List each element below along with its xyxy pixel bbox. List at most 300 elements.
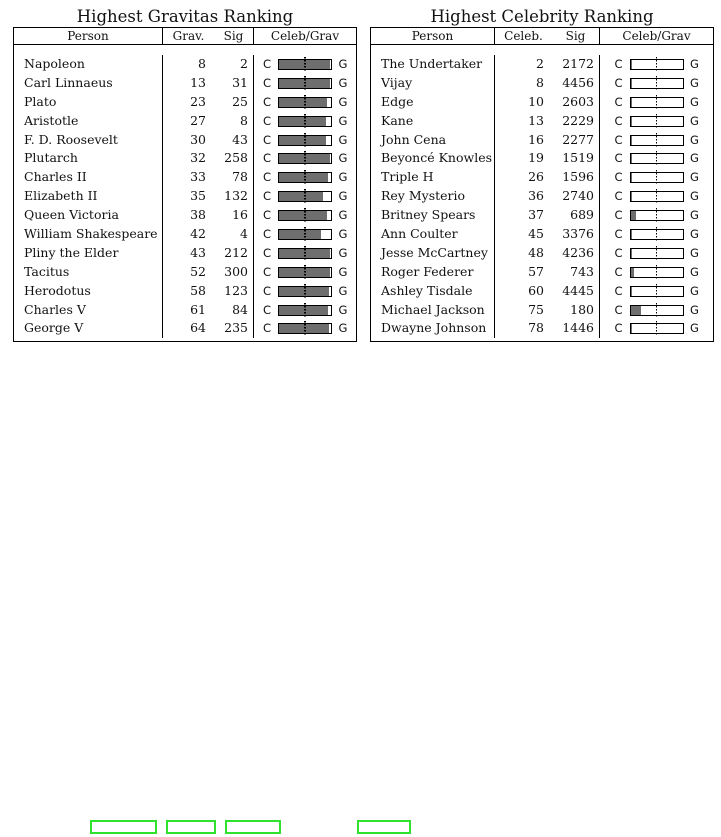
- grav-label: G: [338, 132, 348, 147]
- ratio-bar: [630, 229, 684, 240]
- ratio-bar: [278, 59, 332, 70]
- person-name: Charles II: [14, 168, 163, 187]
- midpoint-marker: [656, 303, 658, 318]
- person-name: Pliny the Elder: [14, 244, 163, 263]
- celeb-label: C: [262, 264, 272, 279]
- midpoint-marker: [304, 133, 306, 148]
- person-name: Michael Jackson: [371, 301, 495, 320]
- person-name: Herodotus: [14, 282, 163, 301]
- ratio-fill: [279, 230, 321, 239]
- ratio-cell: [600, 244, 713, 263]
- celeb-label: C: [614, 113, 623, 128]
- header-rank: Grav.: [172, 29, 205, 43]
- ratio-fill: [279, 117, 326, 126]
- ratio-cell: [600, 206, 713, 225]
- midpoint-marker: [304, 95, 306, 110]
- ratio-bar: [278, 229, 332, 240]
- table-row: [371, 319, 713, 338]
- midpoint-marker: [656, 95, 658, 110]
- header-sig: Sig: [552, 28, 600, 44]
- person-name: John Cena: [371, 131, 495, 150]
- ratio-cell: [254, 112, 356, 131]
- header-sig: Sig: [214, 28, 254, 44]
- grav-label: G: [338, 75, 348, 90]
- rank-value: 42: [190, 226, 206, 242]
- sig-value: 2229: [552, 112, 600, 131]
- midpoint-marker: [656, 114, 658, 129]
- midpoint-marker: [656, 321, 658, 336]
- midpoint-marker: [304, 57, 306, 72]
- table-row: [371, 282, 713, 301]
- celeb-label: C: [614, 321, 623, 336]
- ratio-fill: [631, 136, 632, 145]
- sig-value: 43: [214, 131, 254, 150]
- ratio-bar: [278, 135, 332, 146]
- sig-value: 16: [214, 206, 254, 225]
- highlight-box: [90, 820, 157, 834]
- midpoint-marker: [656, 246, 658, 261]
- grav-label: G: [690, 321, 699, 336]
- midpoint-marker: [304, 189, 306, 204]
- sig-value: 300: [214, 263, 254, 282]
- sig-value: 4456: [552, 74, 600, 93]
- sig-value: 4: [214, 225, 254, 244]
- person-name: Napoleon: [14, 55, 163, 74]
- celebrity-header-row: [371, 28, 713, 45]
- ratio-bar: [278, 97, 332, 108]
- ratio-fill: [631, 230, 633, 239]
- celeb-label: C: [262, 170, 272, 185]
- person-name: Ashley Tisdale: [371, 282, 495, 301]
- rank-value: 58: [190, 282, 206, 298]
- person-name: Queen Victoria: [14, 206, 163, 225]
- ratio-cell: [254, 319, 356, 338]
- person-name: Carl Linnaeus: [14, 74, 163, 93]
- sig-value: 235: [214, 319, 254, 338]
- grav-label: G: [690, 151, 699, 166]
- sig-value: 689: [552, 206, 600, 225]
- midpoint-marker: [304, 151, 306, 166]
- midpoint-marker: [656, 284, 658, 299]
- grav-label: G: [338, 227, 348, 242]
- rank-value: 64: [190, 320, 206, 336]
- header-ratio: Celeb/Grav: [622, 29, 691, 43]
- grav-label: G: [690, 189, 699, 204]
- ratio-bar: [278, 153, 332, 164]
- grav-label: G: [338, 321, 348, 336]
- person-name: The Undertaker: [371, 55, 495, 74]
- rank-value: 32: [190, 150, 206, 166]
- rank-value: 52: [190, 263, 206, 279]
- celeb-label: C: [614, 151, 623, 166]
- midpoint-marker: [656, 151, 658, 166]
- person-name: Elizabeth II: [14, 187, 163, 206]
- ratio-cell: [254, 301, 356, 320]
- header-person: Person: [14, 28, 163, 44]
- ratio-cell: [254, 263, 356, 282]
- sig-value: 4445: [552, 282, 600, 301]
- sig-value: 2603: [552, 93, 600, 112]
- ratio-cell: [254, 131, 356, 150]
- ratio-cell: [600, 55, 713, 74]
- ratio-fill: [631, 268, 635, 277]
- ratio-fill: [631, 60, 632, 69]
- table-row: [14, 244, 356, 263]
- ratio-cell: [254, 55, 356, 74]
- ratio-cell: [600, 225, 713, 244]
- ratio-fill: [631, 98, 632, 107]
- table-row: [14, 263, 356, 282]
- table-row: [371, 301, 713, 320]
- table-row: [14, 168, 356, 187]
- ratio-fill: [631, 287, 632, 296]
- celebrity-title: Highest Celebrity Ranking: [430, 7, 654, 26]
- midpoint-marker: [656, 57, 658, 72]
- midpoint-marker: [304, 303, 306, 318]
- gravitas-title: Highest Gravitas Ranking: [76, 7, 294, 26]
- ratio-bar: [630, 116, 684, 127]
- ratio-cell: [254, 74, 356, 93]
- celeb-label: C: [614, 264, 623, 279]
- person-name: F. D. Roosevelt: [14, 131, 163, 150]
- celeb-label: C: [262, 132, 272, 147]
- ratio-cell: [600, 319, 713, 338]
- ratio-fill: [631, 154, 632, 163]
- rank-value: 36: [528, 188, 544, 204]
- celeb-label: C: [262, 208, 272, 223]
- midpoint-marker: [304, 246, 306, 261]
- person-name: William Shakespeare: [14, 225, 163, 244]
- table-row: [14, 93, 356, 112]
- table-row: [371, 225, 713, 244]
- ratio-cell: [600, 263, 713, 282]
- rank-value: 78: [528, 320, 544, 336]
- grav-label: G: [690, 75, 699, 90]
- ratio-fill: [631, 192, 632, 201]
- highlight-box: [225, 820, 281, 834]
- ratio-cell: [254, 168, 356, 187]
- header-person: Person: [371, 28, 495, 44]
- table-row: [14, 112, 356, 131]
- rank-value: 13: [190, 74, 206, 90]
- ratio-cell: [600, 74, 713, 93]
- midpoint-marker: [656, 227, 658, 242]
- ratio-bar: [630, 305, 684, 316]
- celeb-label: C: [614, 245, 623, 260]
- rank-value: 33: [190, 169, 206, 185]
- midpoint-marker: [304, 227, 306, 242]
- midpoint-marker: [304, 170, 306, 185]
- grav-label: G: [690, 245, 699, 260]
- rank-value: 45: [528, 226, 544, 242]
- ratio-cell: [600, 149, 713, 168]
- person-name: Rey Mysterio: [371, 187, 495, 206]
- ratio-cell: [254, 282, 356, 301]
- celebrity-table: [370, 27, 714, 342]
- table-row: [14, 282, 356, 301]
- table-row: [14, 206, 356, 225]
- table-row: [371, 74, 713, 93]
- table-row: [371, 149, 713, 168]
- person-name: Jesse McCartney: [371, 244, 495, 263]
- ratio-fill: [631, 173, 632, 182]
- sig-value: 2: [214, 55, 254, 74]
- celebrity-body: [371, 45, 713, 341]
- grav-label: G: [338, 302, 348, 317]
- midpoint-marker: [656, 265, 658, 280]
- rank-value: 48: [528, 244, 544, 260]
- ratio-bar: [630, 78, 684, 89]
- celeb-label: C: [614, 283, 623, 298]
- midpoint-marker: [656, 133, 658, 148]
- table-row: [371, 244, 713, 263]
- sig-value: 743: [552, 263, 600, 282]
- table-row: [14, 74, 356, 93]
- sig-value: 2740: [552, 187, 600, 206]
- person-name: Edge: [371, 93, 495, 112]
- celeb-label: C: [614, 170, 623, 185]
- grav-label: G: [338, 245, 348, 260]
- celeb-label: C: [614, 57, 623, 71]
- celeb-label: C: [262, 151, 272, 166]
- grav-label: G: [690, 57, 699, 71]
- table-row: [371, 206, 713, 225]
- grav-label: G: [338, 264, 348, 279]
- grav-label: G: [690, 113, 699, 128]
- rank-value: 8: [198, 56, 206, 71]
- rank-value: 23: [190, 93, 206, 109]
- celeb-label: C: [262, 283, 272, 298]
- ratio-fill: [631, 211, 636, 220]
- midpoint-marker: [304, 265, 306, 280]
- ratio-cell: [254, 187, 356, 206]
- sig-value: 4236: [552, 244, 600, 263]
- ratio-cell: [600, 187, 713, 206]
- sig-value: 2172: [552, 55, 600, 74]
- ratio-bar: [630, 267, 684, 278]
- midpoint-marker: [304, 114, 306, 129]
- celeb-label: C: [262, 302, 272, 317]
- person-name: Charles V: [14, 301, 163, 320]
- rank-value: 35: [190, 188, 206, 204]
- gravitas-header-row: [14, 28, 356, 45]
- grav-label: G: [690, 264, 699, 279]
- table-row: [371, 168, 713, 187]
- celeb-label: C: [262, 57, 272, 71]
- grav-label: G: [690, 208, 699, 223]
- grav-label: G: [338, 208, 348, 223]
- grav-label: G: [338, 57, 348, 71]
- ratio-fill: [279, 136, 326, 145]
- person-name: Tacitus: [14, 263, 163, 282]
- grav-label: G: [690, 283, 699, 298]
- celeb-label: C: [614, 189, 623, 204]
- sig-value: 1446: [552, 319, 600, 338]
- ratio-fill: [631, 324, 633, 333]
- sig-value: 2277: [552, 131, 600, 150]
- table-row: [14, 319, 356, 338]
- midpoint-marker: [656, 170, 658, 185]
- grav-label: G: [690, 227, 699, 242]
- table-row: [14, 187, 356, 206]
- rank-value: 57: [528, 263, 544, 279]
- table-row: [371, 112, 713, 131]
- person-name: Plato: [14, 93, 163, 112]
- rank-value: 13: [528, 112, 544, 128]
- ratio-bar: [278, 323, 332, 334]
- grav-label: G: [690, 170, 699, 185]
- table-row: [371, 263, 713, 282]
- sig-value: 25: [214, 93, 254, 112]
- celeb-label: C: [262, 94, 272, 109]
- grav-label: G: [338, 151, 348, 166]
- ratio-bar: [278, 116, 332, 127]
- sig-value: 212: [214, 244, 254, 263]
- rank-value: 26: [528, 169, 544, 185]
- ratio-fill: [631, 79, 632, 88]
- ratio-fill: [631, 117, 632, 126]
- highlight-box: [166, 820, 216, 834]
- celeb-label: C: [262, 245, 272, 260]
- ratio-bar: [278, 78, 332, 89]
- rank-value: 37: [528, 207, 544, 223]
- rank-value: 8: [536, 74, 544, 90]
- rank-value: 75: [528, 301, 544, 317]
- ratio-bar: [630, 210, 684, 221]
- celeb-label: C: [614, 94, 623, 109]
- sig-value: 132: [214, 187, 254, 206]
- sig-value: 31: [214, 74, 254, 93]
- ratio-cell: [254, 149, 356, 168]
- header-ratio: Celeb/Grav: [270, 29, 340, 43]
- ratio-bar: [630, 323, 684, 334]
- rank-value: 30: [190, 131, 206, 147]
- midpoint-marker: [656, 76, 658, 91]
- person-name: Dwayne Johnson: [371, 319, 495, 338]
- midpoint-marker: [304, 284, 306, 299]
- sig-value: 1596: [552, 168, 600, 187]
- rank-value: 19: [528, 150, 544, 166]
- midpoint-marker: [656, 189, 658, 204]
- ratio-bar: [278, 248, 332, 259]
- table-row: [14, 225, 356, 244]
- midpoint-marker: [304, 321, 306, 336]
- celeb-label: C: [614, 75, 623, 90]
- person-name: Ann Coulter: [371, 225, 495, 244]
- ratio-cell: [600, 168, 713, 187]
- person-name: Triple H: [371, 168, 495, 187]
- table-row: [14, 149, 356, 168]
- ratio-bar: [630, 172, 684, 183]
- sig-value: 180: [552, 301, 600, 320]
- table-row: [14, 55, 356, 74]
- ratio-fill: [279, 192, 323, 201]
- ratio-cell: [600, 131, 713, 150]
- ratio-bar: [630, 286, 684, 297]
- person-name: Vijay: [371, 74, 495, 93]
- person-name: Kane: [371, 112, 495, 131]
- rank-value: 38: [190, 207, 206, 223]
- ratio-bar: [278, 191, 332, 202]
- celeb-label: C: [262, 227, 272, 242]
- midpoint-marker: [304, 208, 306, 223]
- highlight-box: [357, 820, 411, 834]
- sig-value: 78: [214, 168, 254, 187]
- celebrity-panel: [370, 8, 714, 342]
- ratio-bar: [278, 210, 332, 221]
- ratio-cell: [254, 225, 356, 244]
- person-name: Beyoncé Knowles: [371, 149, 495, 168]
- celeb-label: C: [614, 132, 623, 147]
- grav-label: G: [338, 283, 348, 298]
- rank-value: 43: [190, 244, 206, 260]
- celeb-label: C: [614, 208, 623, 223]
- ratio-cell: [600, 301, 713, 320]
- table-row: [371, 187, 713, 206]
- header-rank: Celeb.: [504, 29, 543, 43]
- ratio-bar: [278, 286, 332, 297]
- person-name: George V: [14, 319, 163, 338]
- sig-value: 84: [214, 301, 254, 320]
- rank-value: 27: [190, 112, 206, 128]
- person-name: Britney Spears: [371, 206, 495, 225]
- grav-label: G: [690, 132, 699, 147]
- sig-value: 258: [214, 149, 254, 168]
- midpoint-marker: [656, 208, 658, 223]
- celeb-label: C: [262, 75, 272, 90]
- rank-value: 16: [528, 131, 544, 147]
- ratio-bar: [278, 305, 332, 316]
- person-name: Plutarch: [14, 149, 163, 168]
- gravitas-panel: [13, 8, 357, 342]
- ratio-bar: [630, 191, 684, 202]
- grav-label: G: [338, 170, 348, 185]
- rank-value: 61: [190, 301, 206, 317]
- ratio-bar: [278, 267, 332, 278]
- grav-label: G: [338, 189, 348, 204]
- rank-value: 2: [536, 56, 544, 71]
- ratio-bar: [630, 135, 684, 146]
- ratio-cell: [600, 282, 713, 301]
- table-row: [371, 55, 713, 74]
- ratio-bar: [630, 97, 684, 108]
- ratio-cell: [254, 93, 356, 112]
- celeb-label: C: [614, 227, 623, 242]
- sig-value: 8: [214, 112, 254, 131]
- celeb-label: C: [614, 302, 623, 317]
- ratio-bar: [630, 153, 684, 164]
- ratio-bar: [630, 248, 684, 259]
- grav-label: G: [338, 94, 348, 109]
- grav-label: G: [690, 302, 699, 317]
- ratio-cell: [254, 244, 356, 263]
- gravitas-body: [14, 45, 356, 341]
- table-row: [371, 131, 713, 150]
- table-row: [14, 131, 356, 150]
- gravitas-table: [13, 27, 357, 342]
- ratio-bar: [278, 172, 332, 183]
- grav-label: G: [690, 94, 699, 109]
- sig-value: 3376: [552, 225, 600, 244]
- celeb-label: C: [262, 321, 272, 336]
- ratio-fill: [631, 306, 641, 315]
- person-name: Aristotle: [14, 112, 163, 131]
- rank-value: 60: [528, 282, 544, 298]
- ratio-cell: [254, 206, 356, 225]
- ratio-cell: [600, 93, 713, 112]
- ratio-bar: [630, 59, 684, 70]
- sig-value: 1519: [552, 149, 600, 168]
